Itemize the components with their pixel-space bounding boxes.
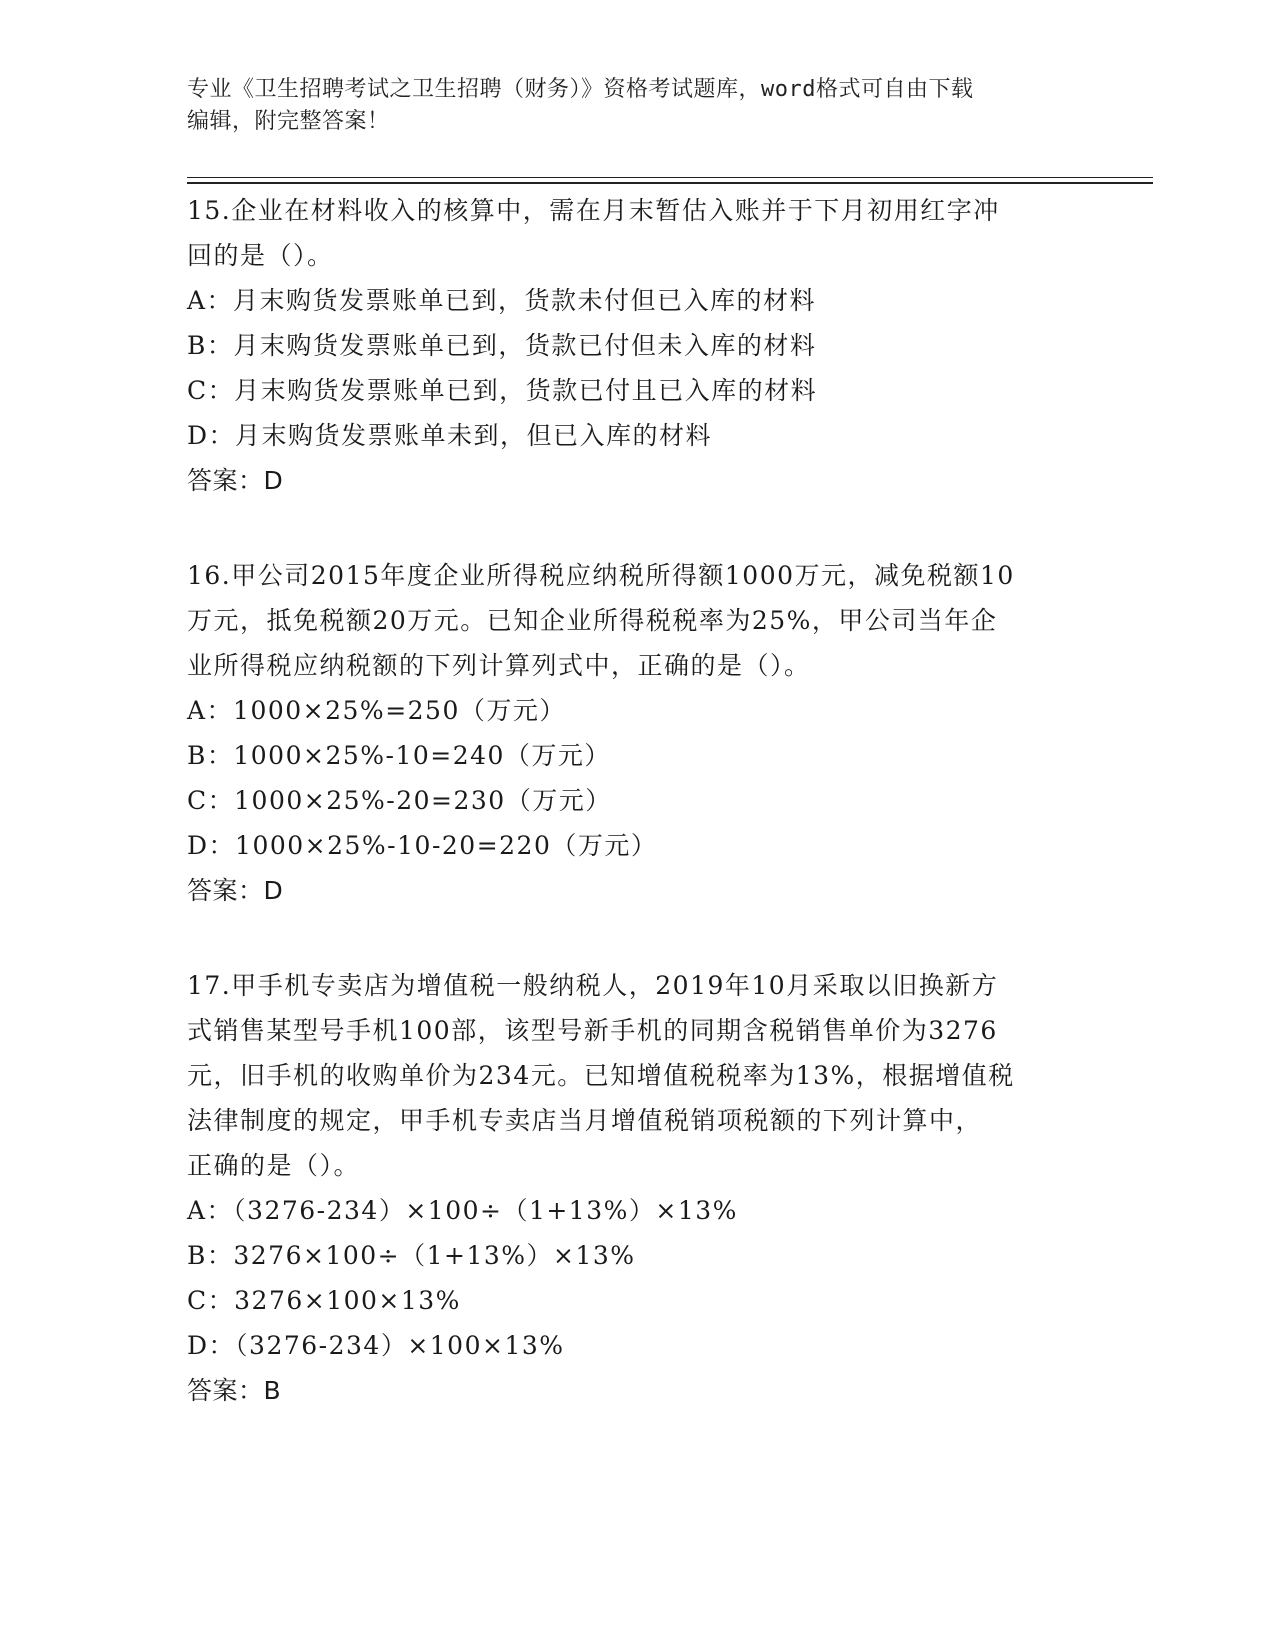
option-b: B：1000×25%-10=240（万元） [187, 741, 611, 770]
header-divider-thick [187, 182, 1153, 184]
stem-line: 元，旧手机的收购单价为234元。已知增值税税率为13%，根据增值税 [187, 1061, 1015, 1090]
stem-line: 正确的是（）。 [187, 1151, 361, 1180]
option-a: A：1000×25%=250（万元） [187, 696, 566, 725]
header-divider-thin [187, 177, 1153, 178]
option-c: C：1000×25%-20=230（万元） [187, 786, 612, 815]
answer-line: 答案：B [187, 1376, 282, 1405]
header-line-1: 专业《卫生招聘考试之卫生招聘（财务）》资格考试题库，word格式可自由下载 [187, 77, 974, 102]
stem-line: 16.甲公司2015年度企业所得税应纳税所得额1000万元，减免税额10 [187, 561, 1015, 590]
stem-line: 回的是（）。 [187, 241, 334, 270]
stem-line: 17.甲手机专卖店为增值税一般纳税人，2019年10月采取以旧换新方 [187, 971, 999, 1000]
option-d: D：月末购货发票账单未到，但已入库的材料 [187, 421, 713, 450]
question-16 [187, 553, 1087, 913]
question-17 [187, 963, 1087, 1413]
option-b: B：月末购货发票账单已到，货款已付但未入库的材料 [187, 331, 817, 360]
header-line-2: 编辑，附完整答案！ [187, 109, 390, 134]
answer-line: 答案：D [187, 876, 284, 905]
stem-line: 式销售某型号手机100部，该型号新手机的同期含税销售单价为3276 [187, 1016, 998, 1045]
stem-line: 业所得税应纳税额的下列计算列式中，正确的是（）。 [187, 651, 811, 680]
stem-line: 万元，抵免税额20万元。已知企业所得税税率为25%，甲公司当年企 [187, 606, 998, 635]
option-c: C：月末购货发票账单已到，货款已付且已入库的材料 [187, 376, 818, 405]
answer-line: 答案：D [187, 466, 284, 495]
question-stem [187, 553, 1087, 688]
option-d: D：（3276-234）×100×13% [187, 1331, 565, 1360]
stem-line: 法律制度的规定，甲手机专卖店当月增值税销项税额的下列计算中， [187, 1106, 983, 1135]
document-header [187, 74, 1087, 138]
question-stem [187, 188, 1087, 278]
option-b: B：3276×100÷（1+13%）×13% [187, 1241, 636, 1270]
option-a: A：（3276-234）×100÷（1+13%）×13% [187, 1196, 738, 1225]
question-15 [187, 188, 1087, 503]
option-d: D：1000×25%-10-20=220（万元） [187, 831, 658, 860]
option-c: C：3276×100×13% [187, 1286, 461, 1315]
stem-line: 15.企业在材料收入的核算中，需在月末暂估入账并于下月初用红字冲 [187, 196, 1000, 225]
option-a: A：月末购货发票账单已到，货款未付但已入库的材料 [187, 286, 817, 315]
question-stem [187, 963, 1087, 1188]
